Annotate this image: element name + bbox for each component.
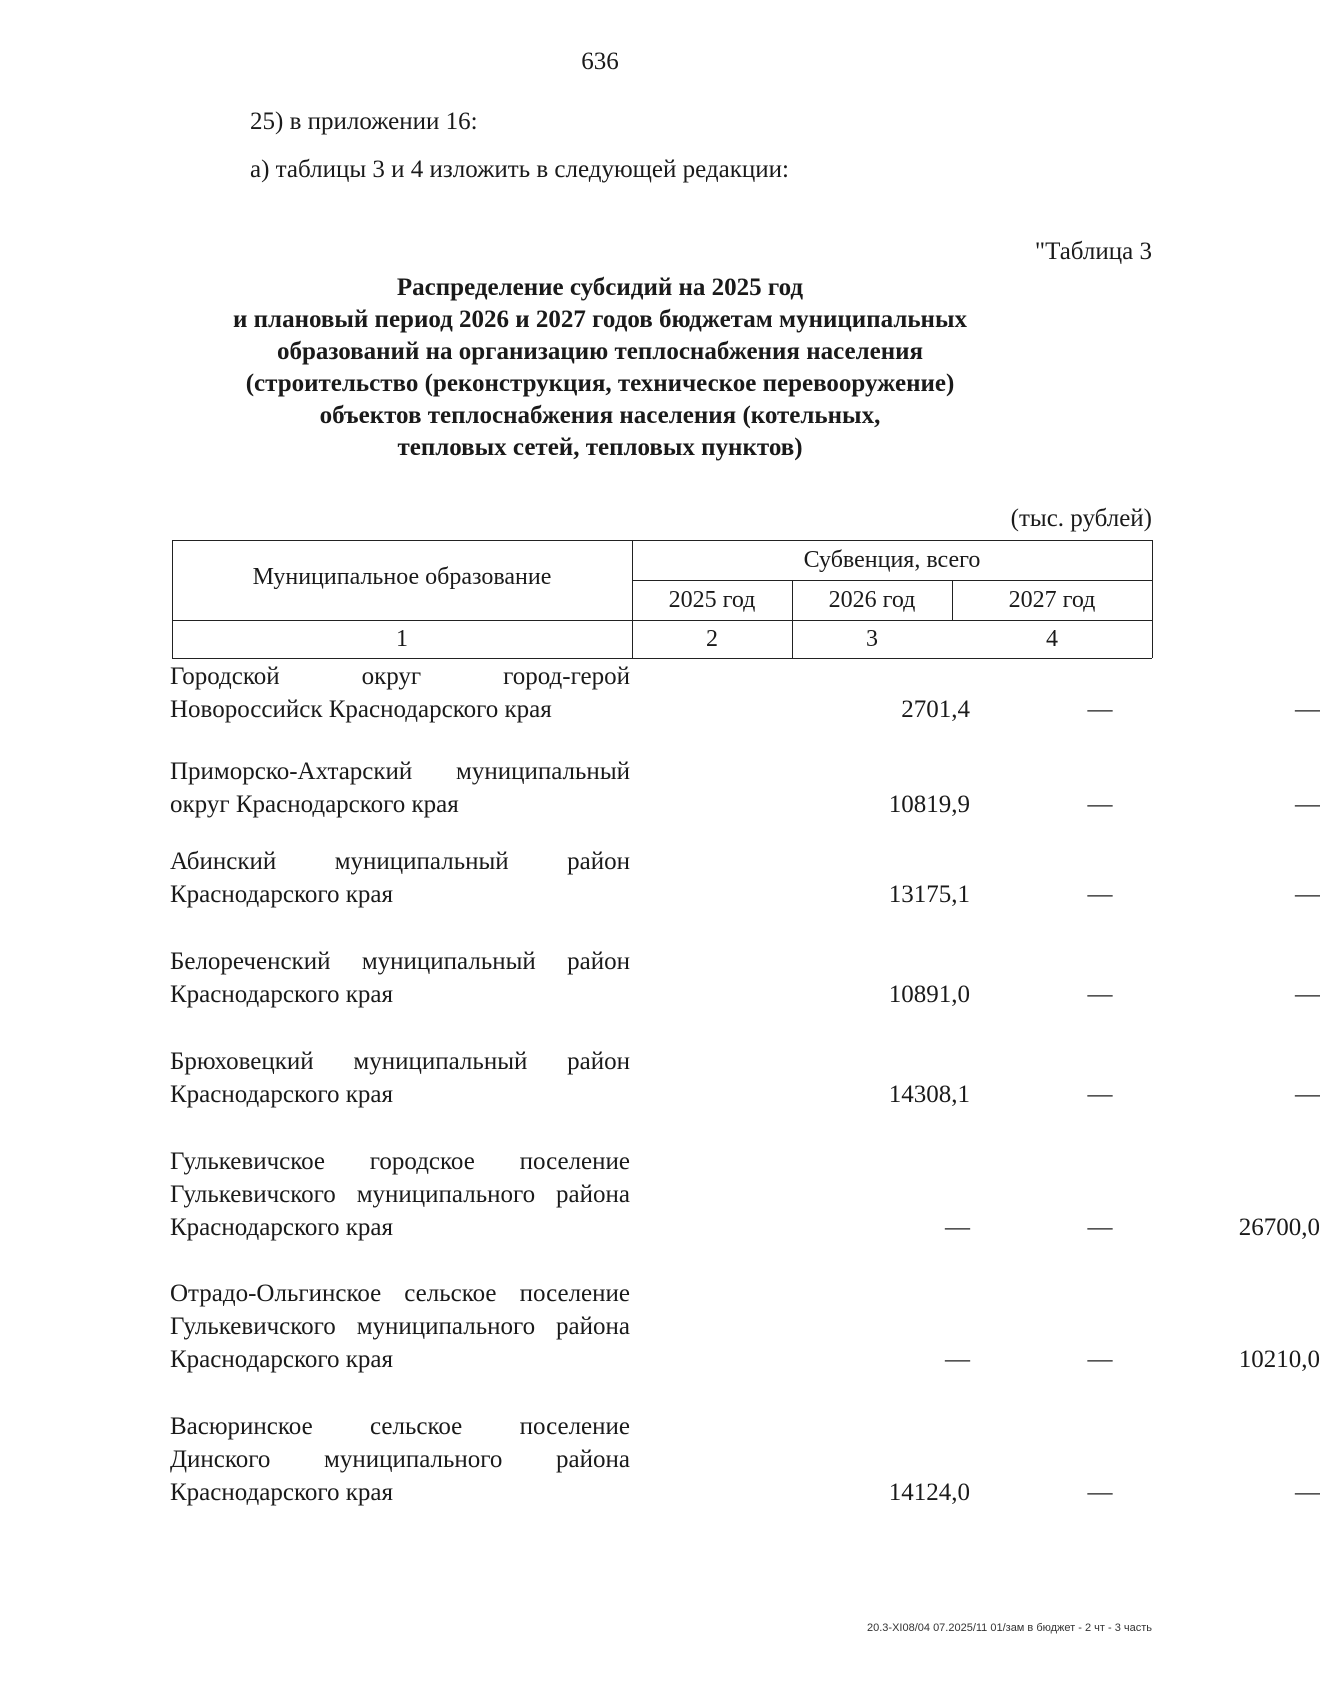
municipality-name: Белореченский муниципальный район Краснодарского края <box>170 948 630 1008</box>
municipality-name: Гулькевичское городское поселение Гулькевичского муниципального района Краснодарского края <box>170 1148 630 1241</box>
header-subvention-total: Субвенция, всего <box>803 547 981 573</box>
value-2025: 2701,4 <box>901 696 970 723</box>
value-2025: 14124,0 <box>888 1479 970 1506</box>
header-num-2: 2 <box>706 626 718 652</box>
page-number: 636 <box>581 48 619 75</box>
value-2026: — <box>1087 881 1113 908</box>
header-year-2025: 2025 год <box>668 587 756 613</box>
value-2027: — <box>1295 696 1320 723</box>
table-title <box>0 272 1200 464</box>
header-year-2026: 2026 год <box>828 587 916 613</box>
units-label: (тыс. рублей) <box>1010 505 1152 532</box>
title-line: объектов теплоснабжения населения (котельных, <box>319 402 881 429</box>
value-2027: 10210,0 <box>1238 1346 1320 1373</box>
header-border <box>632 580 1152 581</box>
intro-line-1: 25) в приложении 16: <box>250 108 478 135</box>
value-2027: — <box>1295 881 1320 908</box>
value-2026: — <box>1087 981 1113 1008</box>
title-line: образований на организацию теплоснабжения населения <box>276 338 924 365</box>
header-border <box>172 620 1152 621</box>
value-2027: — <box>1295 791 1320 818</box>
value-2026: — <box>1087 791 1113 818</box>
table-label: "Таблица 3 <box>1034 238 1152 265</box>
value-2025: 14308,1 <box>888 1081 970 1108</box>
municipality-name: Васюринское сельское поселение Динского муниципального района Краснодарского края <box>170 1413 630 1506</box>
value-2027: — <box>1295 981 1320 1008</box>
header-num-4: 4 <box>1046 626 1058 652</box>
value-2025: 13175,1 <box>888 881 970 908</box>
value-2025: — <box>945 1214 970 1241</box>
title-line: (строительство (реконструкция, техническое перевооружение) <box>245 370 955 397</box>
header-border <box>172 658 1152 659</box>
value-2027: 26700,0 <box>1238 1214 1320 1241</box>
municipality-name: Абинский муниципальный район Краснодарского края <box>170 848 630 908</box>
header-municipality: Муниципальное образование <box>252 564 552 590</box>
value-2025: — <box>945 1346 970 1373</box>
value-2027: — <box>1295 1479 1320 1506</box>
title-line: и плановый период 2026 и 2027 годов бюджетам муниципальных <box>233 306 967 333</box>
value-2026: — <box>1087 696 1113 723</box>
value-2026: — <box>1087 1479 1113 1506</box>
municipality-name: Отрадо-Ольгинское сельское поселение Гулькевичского муниципального района Краснодарского края <box>170 1280 630 1373</box>
header-num-3: 3 <box>866 626 878 652</box>
value-2026: — <box>1087 1081 1113 1108</box>
header-year-2027: 2027 год <box>1008 587 1096 613</box>
value-2026: — <box>1087 1214 1113 1241</box>
title-line: Распределение субсидий на 2025 год <box>396 274 804 301</box>
footer-note: 20.3-XI08/04 07.2025/11 01/зам в бюджет - 2 чт - 3 часть <box>867 1622 1152 1634</box>
value-2026: — <box>1087 1346 1113 1373</box>
table-header <box>172 540 1152 660</box>
header-border <box>1152 540 1153 658</box>
municipality-name: Брюховецкий муниципальный район Краснодарского края <box>170 1048 630 1108</box>
municipality-name: Приморско-Ахтарский муниципальный округ Краснодарского края <box>170 758 630 818</box>
header-num-1: 1 <box>396 626 408 652</box>
value-2025: 10819,9 <box>888 791 970 818</box>
title-line: тепловых сетей, тепловых пунктов) <box>397 434 803 461</box>
municipality-name: Городской округ город-герой Новороссийск Краснодарского края <box>170 663 630 723</box>
value-2025: 10891,0 <box>888 981 970 1008</box>
value-2027: — <box>1295 1081 1320 1108</box>
intro-line-2: а) таблицы 3 и 4 изложить в следующей редакции: <box>250 156 789 183</box>
header-border <box>172 540 1152 541</box>
